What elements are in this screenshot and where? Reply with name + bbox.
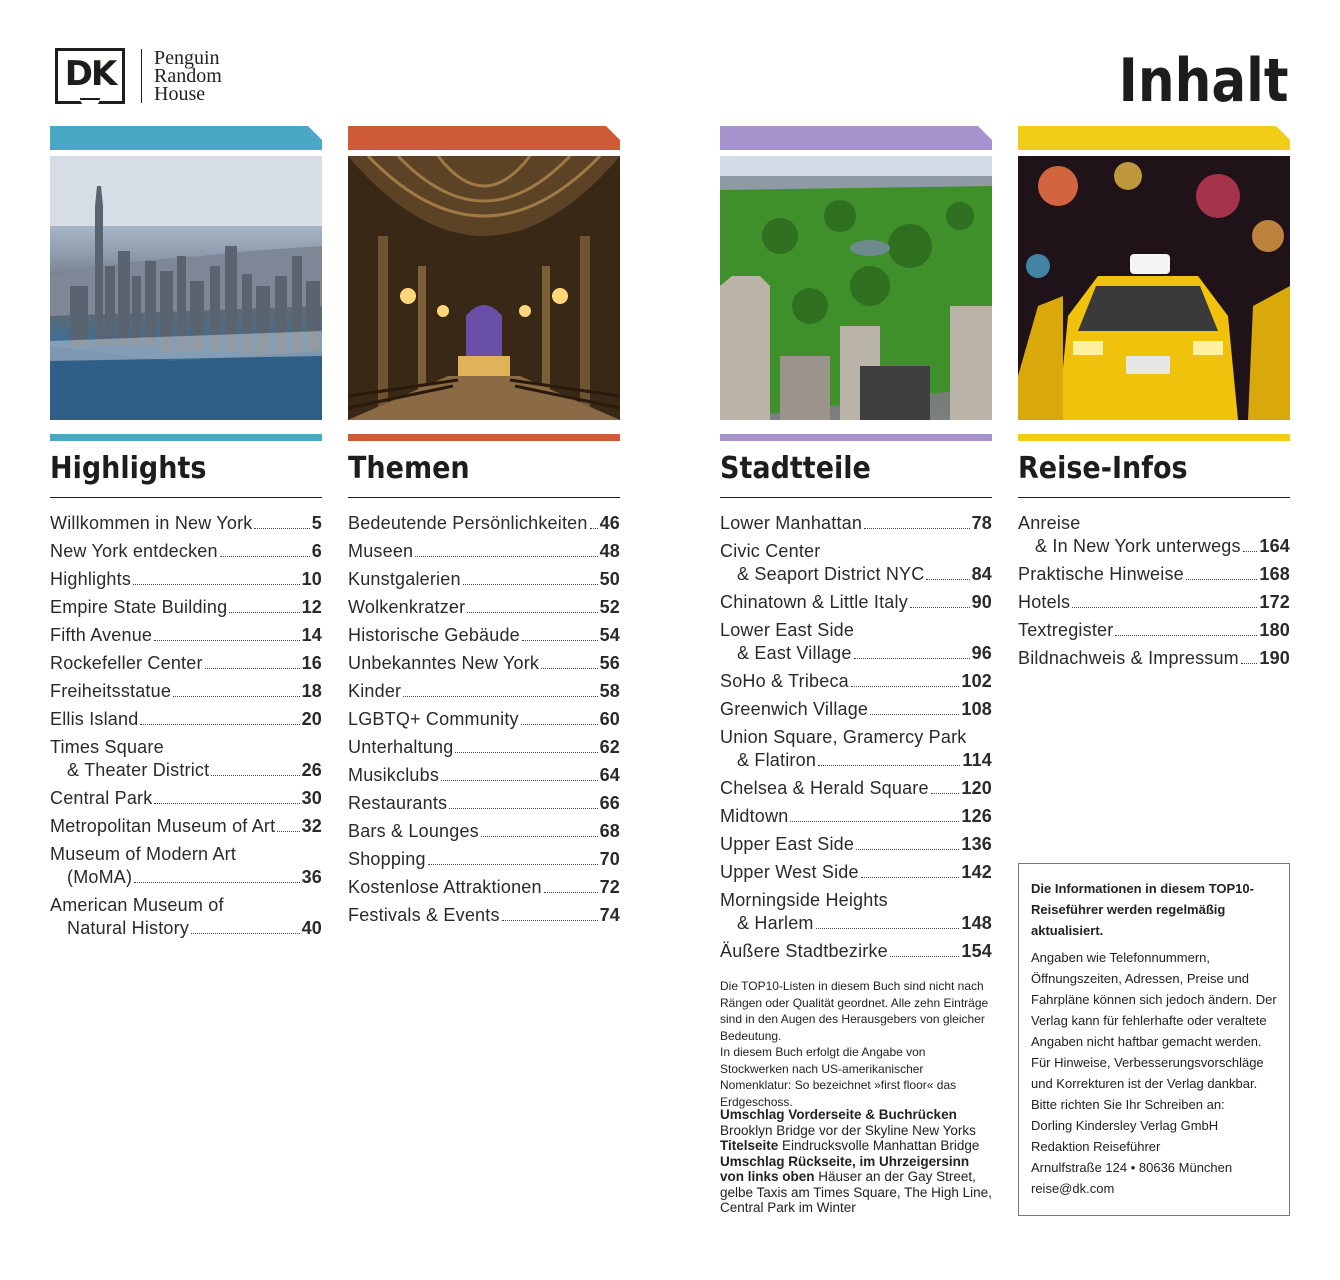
toc-entry[interactable]: Bars & Lounges 68	[348, 821, 620, 841]
cathedral-interior-photo	[348, 156, 620, 420]
toc-entry[interactable]: Bildnachweis & Impressum 190	[1018, 648, 1290, 668]
cover-front-label: Umschlag Vorderseite & Buchrücken	[720, 1107, 957, 1122]
section-rule	[348, 497, 620, 498]
toc-entry[interactable]: Lower East Side & East Village 96	[720, 620, 992, 663]
toc-entry[interactable]: American Museum of Natural History 40	[50, 895, 322, 938]
section-color-tab	[348, 126, 620, 150]
section-underline	[1018, 434, 1290, 441]
info-address-line: Dorling Kindersley Verlag GmbH	[1031, 1118, 1219, 1133]
toc-entry[interactable]: Praktische Hinweise 168	[1018, 564, 1290, 584]
publisher-name: Penguin Random House	[154, 47, 222, 105]
section-reise-infos	[1018, 126, 1290, 675]
section-title: Stadtteile	[720, 451, 871, 486]
toc-entry[interactable]: Empire State Building 12	[50, 597, 322, 617]
toc-entry[interactable]: Metropolitan Museum of Art 32	[50, 816, 322, 836]
toc-entry[interactable]: Museum of Modern Art (MoMA) 36	[50, 844, 322, 887]
section-title: Highlights	[50, 451, 207, 486]
toc-entry[interactable]: Union Square, Gramercy Park & Flatiron 114	[720, 727, 992, 770]
section-underline	[348, 434, 620, 441]
toc-entry[interactable]: Chelsea & Herald Square 120	[720, 778, 992, 798]
toc-list	[348, 512, 620, 927]
info-email-link[interactable]: reise@dk.com	[1031, 1181, 1115, 1196]
toc-entry[interactable]: Festivals & Events 74	[348, 905, 620, 925]
toc-entry[interactable]: Shopping 70	[348, 849, 620, 869]
toc-entry[interactable]: Unbekanntes New York 56	[348, 653, 620, 673]
toc-entry[interactable]: Museen 48	[348, 541, 620, 561]
section-color-tab	[50, 126, 322, 150]
info-heading: Die Informationen in diesem TOP10-Reiseführer werden regelmäßig aktualisiert.	[1031, 881, 1254, 938]
section-rule	[1018, 497, 1290, 498]
top10-note-text: Die TOP10-Listen in diesem Buch sind nicht nach Rängen oder Qualität geordnet. Alle zehn Einträge sind in den Augen des Herausgebers von gleicher Bedeutung.	[720, 979, 989, 1043]
toc-entry[interactable]: Highlights 10	[50, 569, 322, 589]
section-underline	[720, 434, 992, 441]
yellow-taxi-photo	[1018, 156, 1290, 420]
section-rule	[720, 497, 992, 498]
floor-note-text: In diesem Buch erfolgt die Angabe von Stockwerken nach US-amerikanischer Nomenklatur: So bezeichnet »first floor« das Erdgeschoss.	[720, 1045, 957, 1109]
section-underline	[50, 434, 322, 441]
section-stadtteile	[720, 126, 992, 968]
info-address-line: Arnulfstraße 124 • 80636 München	[1031, 1160, 1233, 1175]
section-color-tab	[720, 126, 992, 150]
toc-list	[720, 512, 992, 963]
section-rule	[50, 497, 322, 498]
toc-entry[interactable]: Musikclubs 64	[348, 765, 620, 785]
toc-entry[interactable]: Kostenlose Attraktionen 72	[348, 877, 620, 897]
toc-entry[interactable]: Lower Manhattan 78	[720, 513, 992, 533]
page-title: Inhalt	[1118, 46, 1288, 116]
toc-entry[interactable]: Upper West Side 142	[720, 862, 992, 882]
publisher-logo	[55, 48, 222, 104]
toc-entry[interactable]: Midtown 126	[720, 806, 992, 826]
toc-entry[interactable]: Fifth Avenue 14	[50, 625, 322, 645]
cover-front-text: Brooklyn Bridge vor der Skyline New Yorks	[720, 1122, 976, 1138]
cover-credits	[720, 1107, 992, 1216]
cover-back-label: Umschlag Rückseite, im Uhrzeigersinn von links oben	[720, 1153, 970, 1184]
toc-entry[interactable]: Times Square & Theater District 26	[50, 737, 322, 780]
info-address-line: Redaktion Reiseführer	[1031, 1139, 1161, 1154]
toc-entry[interactable]: Bedeutende Persönlichkeiten 46	[348, 513, 620, 533]
manhattan-skyline-photo	[50, 156, 322, 420]
toc-entry[interactable]: Kunstgalerien 50	[348, 569, 620, 589]
section-color-tab	[1018, 126, 1290, 150]
toc-entry[interactable]: Historische Gebäude 54	[348, 625, 620, 645]
toc-entry[interactable]: Chinatown & Little Italy 90	[720, 592, 992, 612]
section-highlights	[50, 126, 322, 945]
toc-entry[interactable]: Willkommen in New York 5	[50, 513, 322, 533]
section-title: Themen	[348, 451, 470, 486]
section-themen	[348, 126, 620, 932]
central-park-aerial-photo	[720, 156, 992, 420]
toc-entry[interactable]: Rockefeller Center 16	[50, 653, 322, 673]
info-body: Angaben wie Telefonnummern, Öffnungszeiten, Adressen, Preise und Fahrpläne können sich jedoch ändern. Der Verlag kann für fehlerhafte oder veraltete Angaben nicht haftbar gemacht werden. Für Hinweise, Verbesserungsvorschläge und Korrekturen ist der Verlag dankbar. Bitte richten Sie Ihr Schreiben an:	[1031, 950, 1277, 1112]
toc-entry[interactable]: Greenwich Village 108	[720, 699, 992, 719]
toc-entry[interactable]: SoHo & Tribeca 102	[720, 671, 992, 691]
toc-entry[interactable]: Ellis Island 20	[50, 709, 322, 729]
cover-back-text: Häuser an der Gay Street, gelbe Taxis am Times Square, The High Line, Central Park im Winter	[720, 1169, 992, 1215]
toc-entry[interactable]: Wolkenkratzer 52	[348, 597, 620, 617]
logo-divider	[141, 49, 142, 103]
toc-entry[interactable]: New York entdecken 6	[50, 541, 322, 561]
title-page-label: Titelseite	[720, 1138, 779, 1153]
toc-entry[interactable]: Civic Center & Seaport District NYC 84	[720, 541, 992, 584]
toc-entry[interactable]: Unterhaltung 62	[348, 737, 620, 757]
toc-entry[interactable]: LGBTQ+ Community 60	[348, 709, 620, 729]
title-page-text: Eindrucksvolle Manhattan Bridge	[782, 1138, 980, 1153]
toc-entry[interactable]: Textregister 180	[1018, 620, 1290, 640]
toc-entry[interactable]: Restaurants 66	[348, 793, 620, 813]
toc-entry[interactable]: Kinder 58	[348, 681, 620, 701]
toc-entry[interactable]: Hotels 172	[1018, 592, 1290, 612]
toc-entry[interactable]: Anreise & In New York unterwegs 164	[1018, 513, 1290, 556]
toc-entry[interactable]: Upper East Side 136	[720, 834, 992, 854]
toc-entry[interactable]: Morningside Heights & Harlem 148	[720, 890, 992, 933]
top10-note	[720, 978, 992, 1110]
toc-entry[interactable]: Äußere Stadtbezirke 154	[720, 941, 992, 961]
toc-list	[1018, 512, 1290, 670]
toc-entry[interactable]: Freiheitsstatue 18	[50, 681, 322, 701]
section-title: Reise-Infos	[1018, 451, 1188, 486]
toc-entry[interactable]: Central Park 30	[50, 788, 322, 808]
dk-logo: DK	[55, 48, 125, 104]
update-info-box	[1018, 863, 1290, 1216]
toc-list	[50, 512, 322, 940]
